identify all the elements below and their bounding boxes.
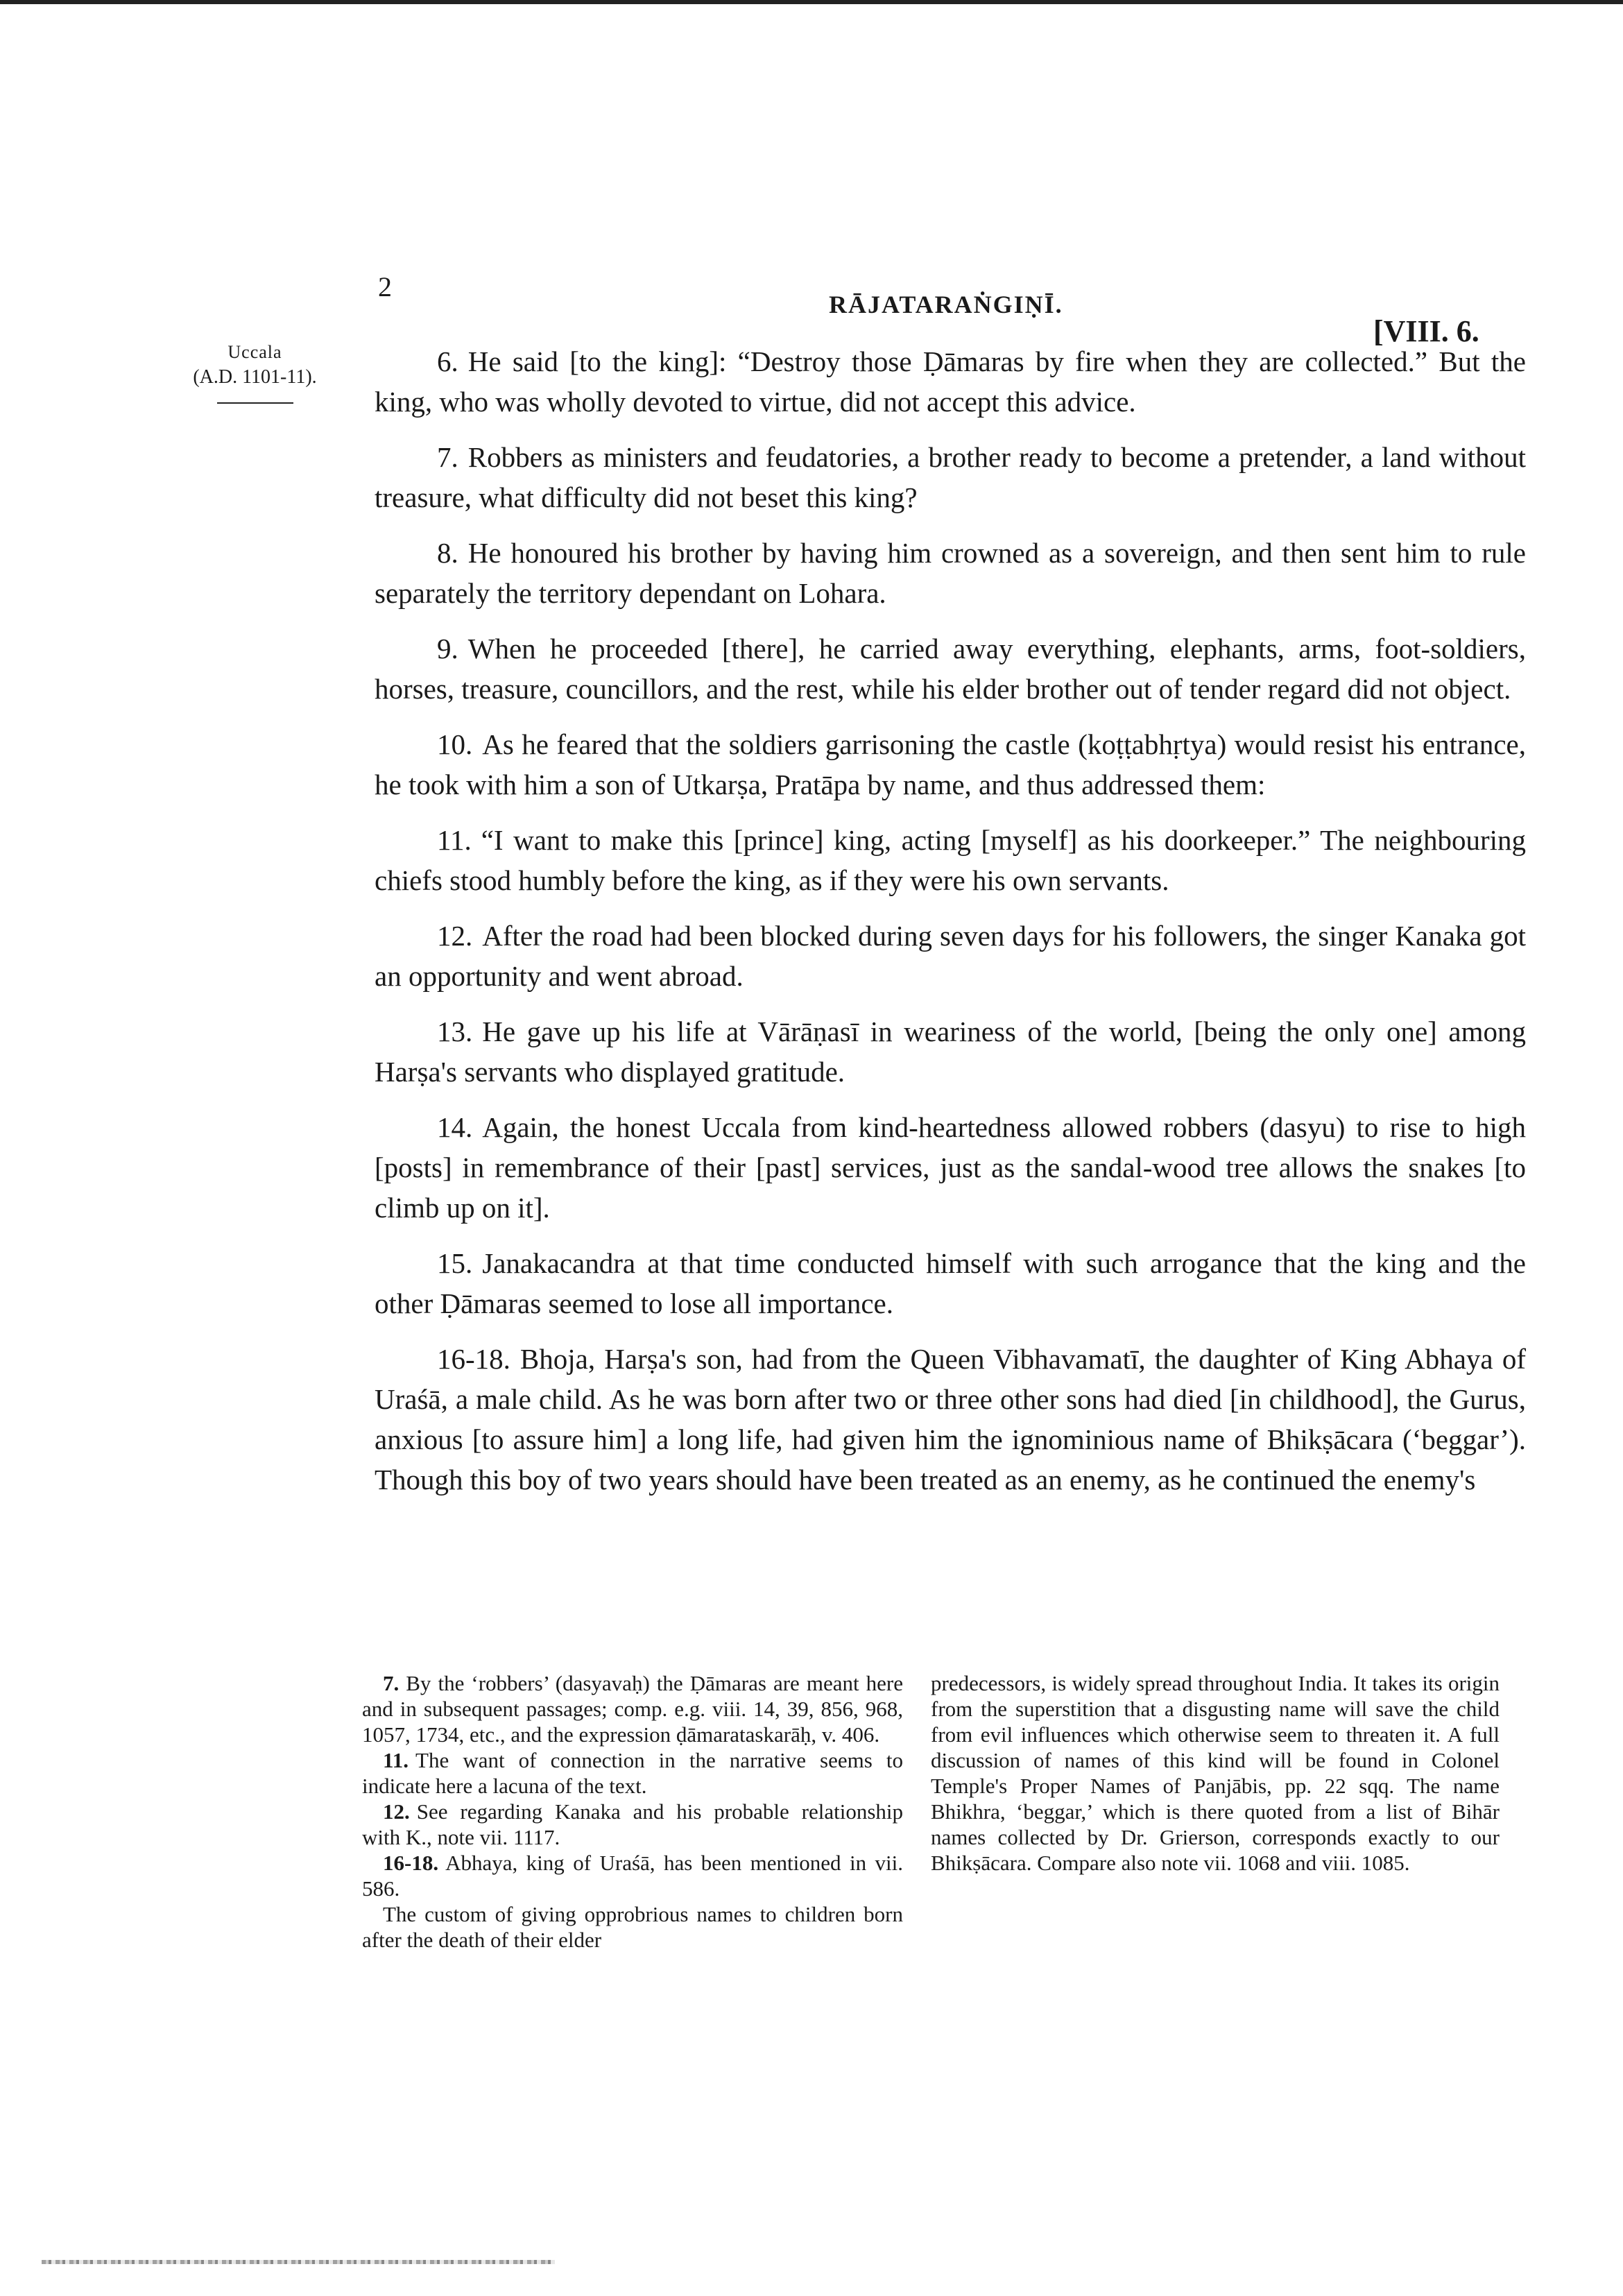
verse-number: 9. [437, 633, 458, 665]
footnote-text: predecessors, is widely spread throughout India. It takes its origin from the superstition that a disgusting name will save the child from evil influences which otherwise seem to threaten it. A full discussion of names of this kind will be found in Colonel Temple's Proper Names of Panjābis, pp. 22 sqq. The name Bhikhra, ‘beggar,’ which is there quoted from a list of Bihār names collected by Dr. Grierson, corresponds exactly to our Bhikṣācara. Compare also note vii. 1068 and viii. 1085. [931, 1671, 1500, 1875]
verse-number: 15. [437, 1247, 473, 1279]
margin-note-name: Uccala [227, 342, 282, 362]
bottom-scan-smudge [42, 2260, 555, 2264]
footnotes-right-column [931, 1670, 1500, 1876]
footnote [362, 1850, 903, 1901]
margin-note [170, 340, 340, 404]
verse-paragraph [375, 1339, 1526, 1500]
verse-text: Again, the honest Uccala from kind-heartedness allowed robbers (dasyu) to rise to high [posts] in remembrance of their [past] services, just as the sandal-wood tree allows the snakes [to climb up on it]. [375, 1111, 1526, 1224]
footnote [362, 1901, 903, 1953]
section-reference: [VIII. 6. [1373, 314, 1479, 348]
margin-note-rule [217, 402, 293, 404]
verse-paragraph [375, 341, 1526, 422]
verse-number: 13. [437, 1016, 473, 1047]
verse-paragraph [375, 724, 1526, 805]
verse-number: 8. [437, 537, 458, 569]
running-title: RĀJATARAṄGIṆĪ. [829, 291, 1063, 318]
verse-paragraph [375, 437, 1526, 517]
verse-text: After the road had been blocked during seven days for his followers, the singer Kanaka got an opportunity and went abroad. [375, 920, 1526, 992]
footnote-text: By the ‘robbers’ (dasyavaḥ) the Ḍāmaras are meant here and in subsequent passages; comp. e.g. viii. 14, 39, 856, 968, 1057, 1734, etc., and the expression ḍāmarataskarāḥ, v. 406. [362, 1671, 903, 1747]
footnote-text: The want of connection in the narrative seems to indicate here a lacuna of the text. [362, 1748, 903, 1798]
footnote-continuation [931, 1670, 1500, 1876]
footnote-text: See regarding Kanaka and his probable relationship with K., note vii. 1117. [362, 1799, 903, 1849]
verse-number: 16-18. [437, 1343, 510, 1375]
footnote-number: 11. [383, 1748, 409, 1772]
verse-number: 11. [437, 824, 472, 856]
verse-text: He said [to the king]: “Destroy those Ḍāmaras by fire when they are collected.” But the king, who was wholly devoted to virtue, did not accept this advice. [375, 345, 1526, 418]
margin-note-date: (A.D. 1101-11). [193, 366, 317, 388]
verse-text: “I want to make this [prince] king, acting [myself] as his doorkeeper.” The neighbouring chiefs stood humbly before the king, as if they were his own servants. [375, 824, 1526, 896]
footnote-text: The custom of giving opprobrious names to children born after the death of their elder [362, 1902, 903, 1952]
main-text [375, 341, 1526, 1515]
footnote-text: Abhaya, king of Uraśā, has been mentioned in vii. 586. [362, 1851, 903, 1901]
page-number: 2 [378, 271, 392, 302]
verse-text: Robbers as ministers and feudatories, a brother ready to become a pretender, a land without treasure, what difficulty did not beset this king? [375, 441, 1526, 513]
footnote [362, 1670, 903, 1747]
verse-paragraph [375, 628, 1526, 709]
verse-text: As he feared that the soldiers garrisoning the castle (koṭṭabhṛtya) would resist his entrance, he took with him a son of Utkarṣa, Pratāpa by name, and thus addressed them: [375, 728, 1526, 800]
top-border [0, 0, 1623, 4]
verse-text: Bhoja, Harṣa's son, had from the Queen Vibhavamatī, the daughter of King Abhaya of Uraśā, a male child. As he was born after two or three other sons had died [in childhood], the Gurus, anxious [to assure him] a long life, had given him the ignominious name of Bhikṣācara (‘beggar’). Though this boy of two years should have been treated as an enemy, as he continued the enemy's [375, 1343, 1526, 1496]
verse-number: 10. [437, 728, 473, 760]
verse-paragraph [375, 1011, 1526, 1092]
verse-text: He gave up his life at Vārāṇasī in weariness of the world, [being the only one] among Harṣa's servants who displayed gratitude. [375, 1016, 1526, 1088]
verse-text: When he proceeded [there], he carried away everything, elephants, arms, foot-soldiers, horses, treasure, councillors, and the rest, while his elder brother out of tender regard did not object. [375, 633, 1526, 705]
footnote-number: 7. [383, 1671, 400, 1695]
footnote [362, 1799, 903, 1850]
footnote-number: 12. [383, 1799, 410, 1824]
verse-paragraph [375, 533, 1526, 613]
footnote [362, 1747, 903, 1799]
verse-number: 6. [437, 345, 458, 377]
verse-paragraph [375, 1243, 1526, 1323]
verse-text: He honoured his brother by having him crowned as a sovereign, and then sent him to rule separately the territory dependant on Lohara. [375, 537, 1526, 609]
verse-number: 12. [437, 920, 473, 952]
verse-number: 7. [437, 441, 458, 473]
footnotes-left-column [362, 1670, 903, 1953]
verse-number: 14. [437, 1111, 473, 1143]
footnote-number: 16-18. [383, 1851, 439, 1875]
verse-text: Janakacandra at that time conducted himself with such arrogance that the king and the other Ḍāmaras seemed to lose all importance. [375, 1247, 1526, 1319]
verse-paragraph [375, 820, 1526, 900]
verse-paragraph [375, 916, 1526, 996]
verse-paragraph [375, 1107, 1526, 1228]
